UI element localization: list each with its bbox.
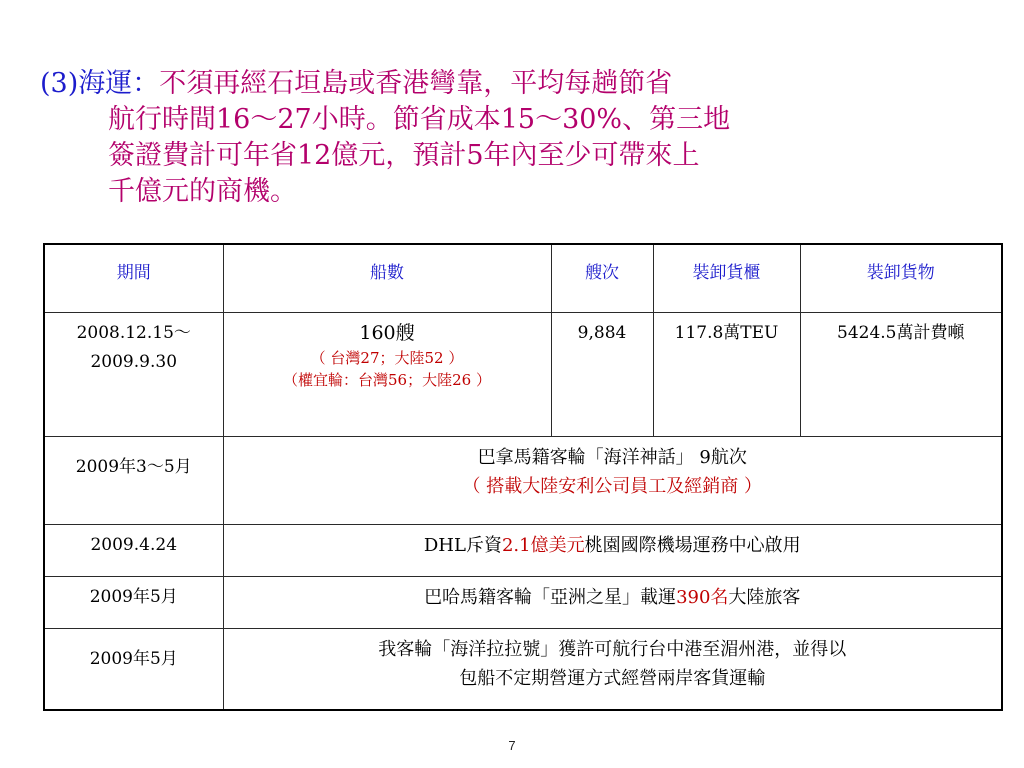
event-text-pre: 巴哈馬籍客輪「亞洲之星」載運	[424, 586, 677, 608]
event-cell	[223, 524, 1002, 576]
ships-flag-breakdown: （權宜輪：台灣56；大陸26 ）	[283, 370, 491, 389]
containers-cell: 117.8萬TEU	[653, 312, 800, 436]
ships-breakdown: （ 台灣27；大陸52 ）	[310, 348, 464, 367]
event-cell	[223, 436, 1002, 524]
event-line-1: 巴拿馬籍客輪「海洋神話」 9航次	[477, 446, 747, 468]
header-voyages: 艘次	[551, 244, 653, 312]
table-row	[44, 576, 1002, 628]
heading-line-1	[40, 66, 980, 102]
page-number: 7	[508, 738, 516, 753]
period-cell: 2009.4.24	[44, 524, 223, 576]
heading-text-line-3: 簽證費計可年省12億元，預計5年內至少可帶來上	[108, 140, 700, 171]
heading-text-line-4: 千億元的商機。	[108, 176, 297, 207]
period-cell: 2009年5月	[44, 628, 223, 710]
event-line-1: 我客輪「海洋拉拉號」獲許可航行台中港至湄州港，並得以	[378, 638, 847, 660]
cargo-cell: 5424.5萬計費噸	[800, 312, 1002, 436]
event-highlight: 390名	[676, 586, 729, 608]
table-row	[44, 628, 1002, 710]
event-highlight: 2.1億美元	[501, 534, 585, 556]
table-row	[44, 524, 1002, 576]
period-cell: 2009年3～5月	[44, 436, 223, 524]
event-line-2: 包船不定期營運方式經營兩岸客貨運輸	[459, 667, 766, 689]
shipping-table	[43, 243, 1003, 711]
event-cell	[223, 628, 1002, 710]
event-text-post: 桃園國際機場運務中心啟用	[584, 534, 801, 556]
table-header-row	[44, 244, 1002, 312]
slide-heading	[40, 66, 980, 210]
heading-label: (3)海運：	[40, 68, 160, 99]
voyages-cell: 9,884	[551, 312, 653, 436]
table-row	[44, 312, 1002, 436]
header-cargo: 裝卸貨物	[800, 244, 1002, 312]
ships-cell	[223, 312, 551, 436]
period-end: 2009.9.30	[90, 351, 178, 372]
heading-text-line-2: 航行時間16～27小時。節省成本15～30%、第三地	[108, 104, 731, 135]
event-text-post: 大陸旅客	[728, 586, 801, 608]
table-row	[44, 436, 1002, 524]
event-text-pre: DHL斥資	[423, 534, 502, 556]
event-cell	[223, 576, 1002, 628]
period-cell	[44, 312, 223, 436]
header-period: 期間	[44, 244, 223, 312]
period-cell: 2009年5月	[44, 576, 223, 628]
heading-text-line-1: 不須再經石垣島或香港彎靠，平均每趟節省	[159, 68, 673, 99]
header-containers: 裝卸貨櫃	[653, 244, 800, 312]
period-start: 2008.12.15～	[76, 322, 191, 343]
ships-total: 160艘	[359, 321, 415, 344]
event-line-2: （ 搭載大陸安利公司員工及經銷商 ）	[462, 475, 762, 497]
header-ships: 船數	[223, 244, 551, 312]
